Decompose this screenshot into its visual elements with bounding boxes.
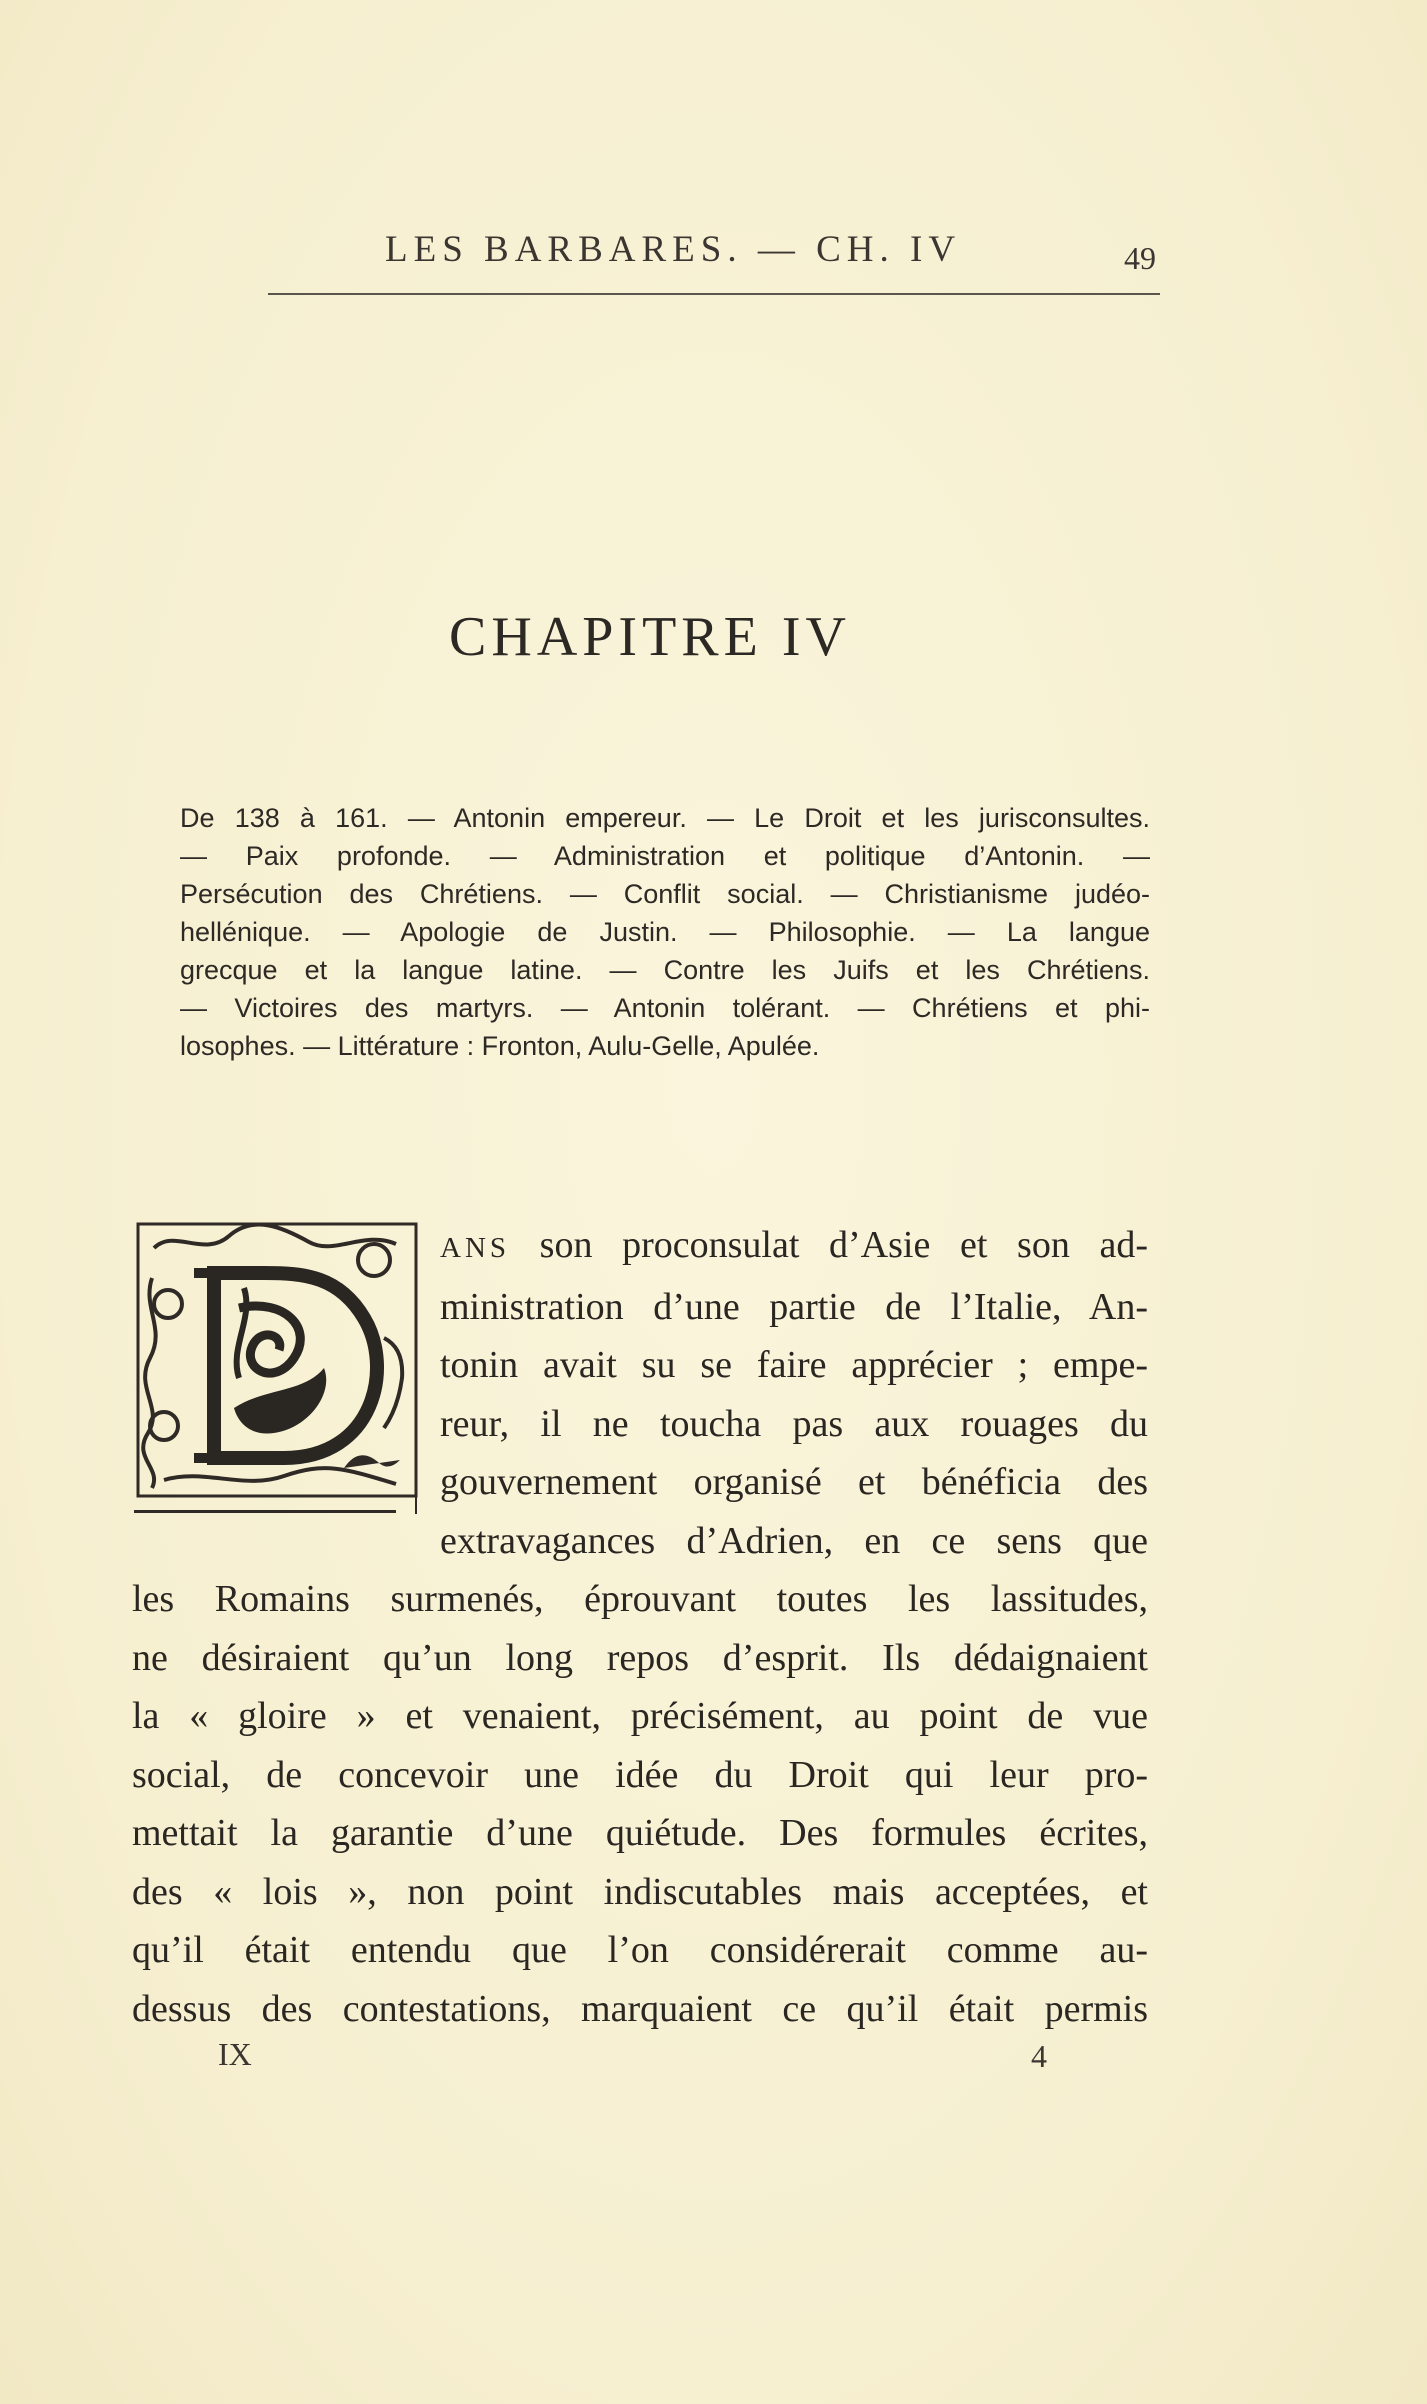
body-line: ne désiraient qu’un long repos d’esprit. Ils dédaignaient xyxy=(132,1636,1148,1679)
body-line: ministration d’une partie de l’Italie, An- xyxy=(440,1285,1148,1328)
first-word-smallcaps: ANS xyxy=(440,1232,511,1264)
body-line: social, de concevoir une idée du Droit qui leur pro- xyxy=(132,1753,1148,1796)
printer-signature: IX xyxy=(218,2036,252,2072)
chapter-summary xyxy=(180,799,1150,1065)
sheet-number: 4 xyxy=(1031,2038,1047,2074)
header-rule xyxy=(268,293,1160,295)
body-line: tonin avait su se faire apprécier ; empe- xyxy=(440,1344,1148,1386)
running-title: LES BARBARES. — CH. IV xyxy=(385,229,962,270)
summary-line: — Paix profonde. — Administration et politique d’Antonin. — xyxy=(180,841,1150,871)
body-line: gouvernement organisé et bénéficia des xyxy=(440,1461,1148,1503)
body-line: reur, il ne toucha pas aux rouages du xyxy=(440,1402,1148,1445)
summary-line: losophes. — Littérature : Fronton, Aulu-Gelle, Apulée. xyxy=(180,1031,820,1061)
body-line: mettait la garantie d’une quiétude. Des formules écrites, xyxy=(132,1812,1148,1854)
body-line: extravagances d’Adrien, en ce sens que xyxy=(440,1519,1148,1562)
body-line: qu’il était entendu que l’on considérerait comme au- xyxy=(132,1929,1148,1971)
body-paragraph xyxy=(132,1216,1148,2038)
chapter-title: CHAPITRE IV xyxy=(449,606,851,668)
body-line: son proconsulat d’Asie et son ad- xyxy=(510,1224,1148,1266)
body-line: la « gloire » et venaient, précisément, au point de vue xyxy=(132,1695,1148,1737)
summary-line: Persécution des Chrétiens. — Conflit social. — Christianisme judéo- xyxy=(180,879,1150,909)
body-line: dessus des contestations, marquaient ce qu’il était permis xyxy=(132,1987,1148,2030)
body-line: les Romains surmenés, éprouvant toutes les lassitudes, xyxy=(132,1578,1148,1620)
summary-line: De 138 à 161. — Antonin empereur. — Le Droit et les jurisconsultes. xyxy=(180,803,1150,833)
summary-line: — Victoires des martyrs. — Antonin tolérant. — Chrétiens et phi- xyxy=(180,993,1150,1023)
body-line-first xyxy=(440,1216,1148,1278)
body-line: des « lois », non point indiscutables mais acceptées, et xyxy=(132,1870,1148,1913)
summary-line: grecque et la langue latine. — Contre les Juifs et les Chrétiens. xyxy=(180,955,1150,985)
page-number: 49 xyxy=(1124,240,1156,276)
summary-line: hellénique. — Apologie de Justin. — Philosophie. — La langue xyxy=(180,917,1150,947)
